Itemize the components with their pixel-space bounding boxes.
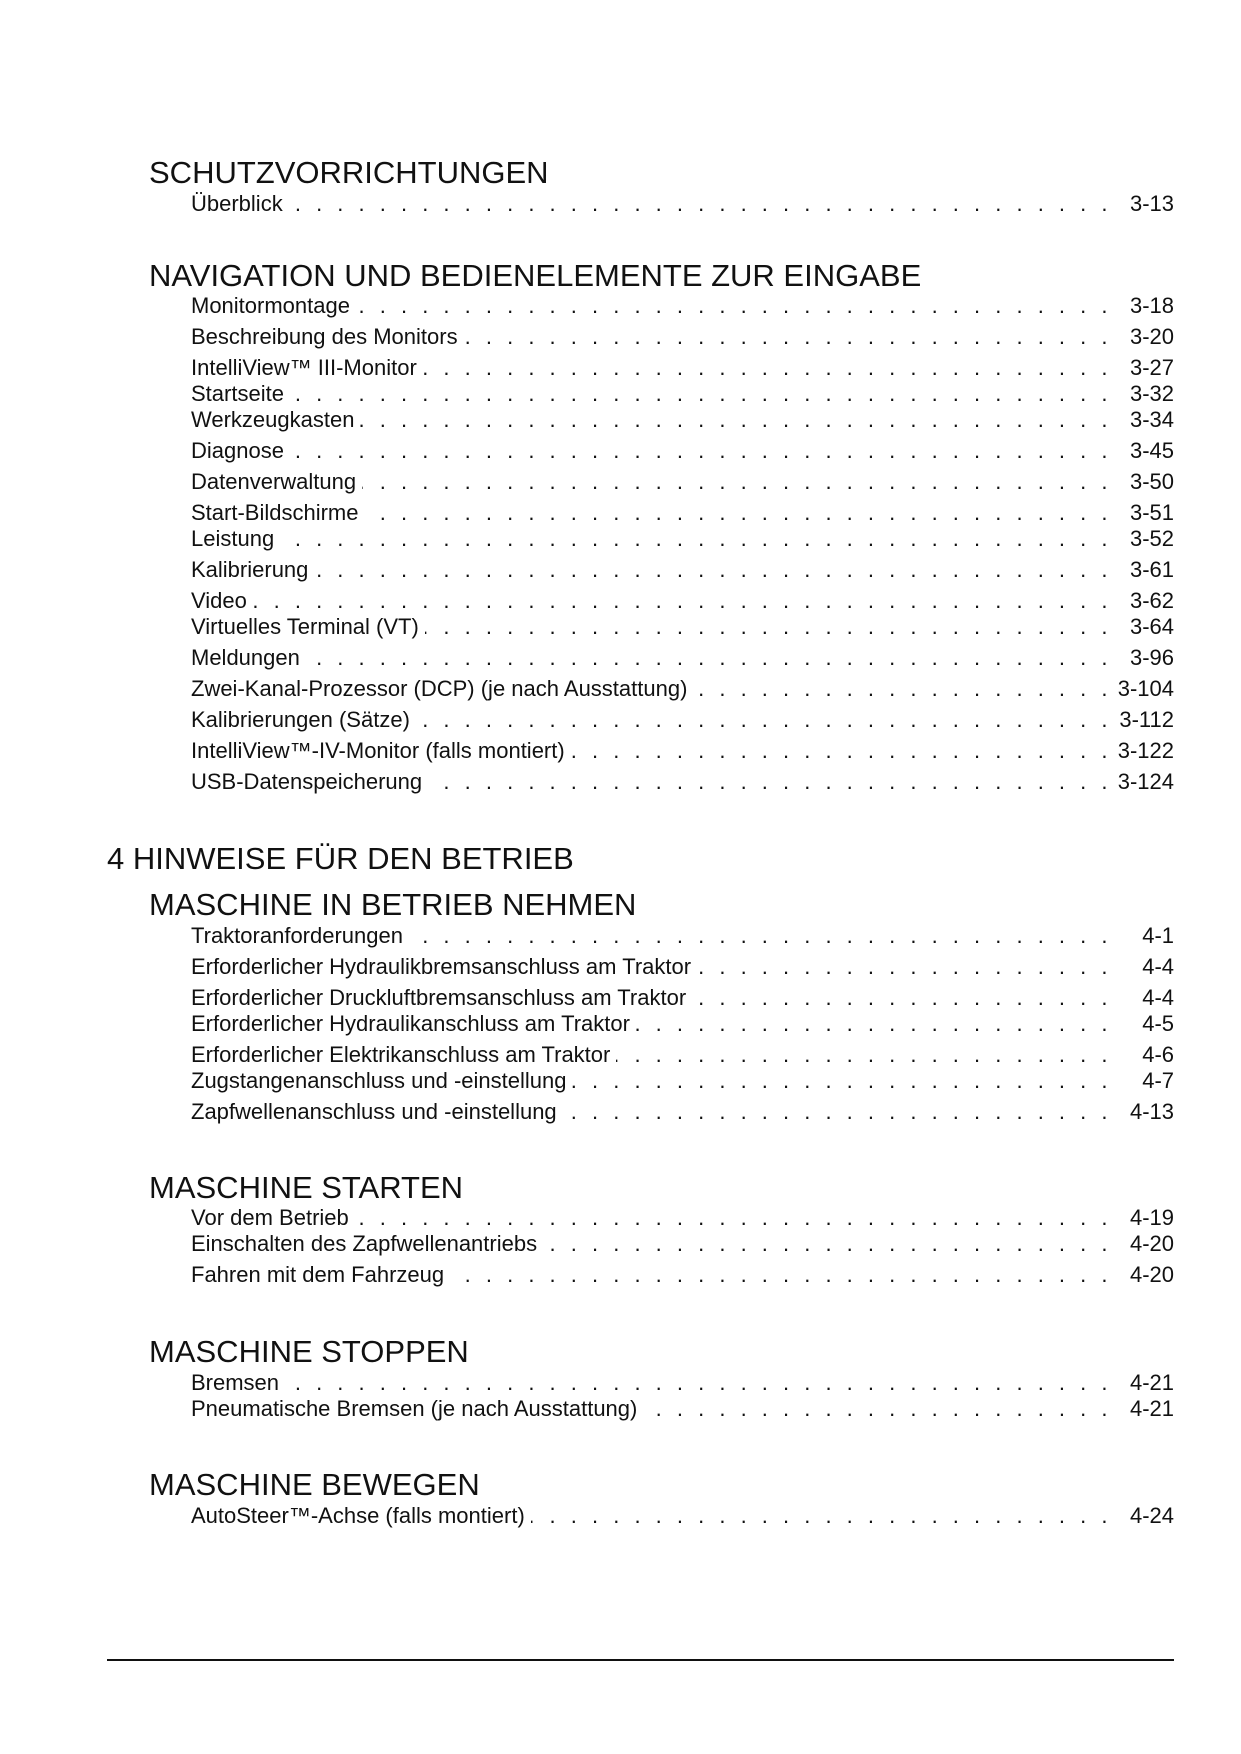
toc-entry-text: Video: [191, 588, 247, 613]
toc-entry-page: 4-20: [1129, 1262, 1174, 1287]
toc-entry-text: Fahren mit dem Fahrzeug: [191, 1262, 445, 1287]
dot-leader: [571, 737, 1112, 765]
toc-entry-text: IntelliView™ III-Monitor: [191, 355, 417, 380]
toc-entry[interactable]: [191, 922, 1174, 950]
toc-entry-page: 4-7: [1142, 1068, 1174, 1093]
toc-entry-text: Kalibrierungen (Sätze): [191, 707, 410, 732]
toc-entry-text: Kalibrierung: [191, 557, 309, 582]
toc-entry[interactable]: [191, 984, 1174, 1012]
toc-entry-page: 3-50: [1129, 469, 1174, 494]
section-title-navigation: NAVIGATION UND BEDIENELEMENTE ZUR EINGABE: [149, 258, 922, 293]
toc-entry-page: 3-45: [1129, 438, 1174, 463]
toc-entry-page: 3-20: [1129, 324, 1174, 349]
dot-leader: [290, 380, 1112, 408]
toc-entry-page: 3-34: [1129, 407, 1174, 432]
toc-entry-page: 3-112: [1119, 707, 1174, 732]
dot-leader: [697, 953, 1112, 981]
toc-entry-page: 3-124: [1117, 769, 1174, 794]
toc-entry-page: 4-5: [1142, 1011, 1174, 1036]
dot-leader: [692, 984, 1112, 1012]
toc-entry[interactable]: [191, 1067, 1174, 1095]
toc-entry[interactable]: [191, 1502, 1174, 1530]
dot-leader: [563, 1098, 1112, 1126]
dot-leader: [464, 323, 1112, 351]
toc-entry-text: AutoSteer™-Achse (falls montiert): [191, 1503, 525, 1528]
section-title-commissioning: MASCHINE IN BETRIEB NEHMEN: [149, 887, 637, 922]
toc-entry-text: Bremsen: [191, 1370, 280, 1395]
toc-entry-page: 3-61: [1129, 557, 1174, 582]
dot-leader: [543, 1230, 1112, 1258]
toc-entry-text: Vor dem Betrieb: [191, 1205, 349, 1230]
chapter-title: 4 HINWEISE FÜR DEN BETRIEB: [107, 841, 574, 876]
toc-entry[interactable]: [191, 1369, 1174, 1397]
toc-entry[interactable]: [191, 706, 1174, 734]
dot-leader: [360, 406, 1112, 434]
toc-entry-text: Einschalten des Zapfwellenantriebs: [191, 1231, 538, 1256]
dot-leader: [290, 437, 1112, 465]
toc-entry[interactable]: [191, 406, 1174, 434]
dot-leader: [423, 354, 1112, 382]
toc-entry-page: 4-4: [1142, 954, 1174, 979]
toc-entry-text: Startseite: [191, 381, 284, 406]
toc-entry-page: 3-52: [1129, 526, 1174, 551]
toc-entry[interactable]: [191, 525, 1174, 553]
toc-entry-page: 4-19: [1129, 1205, 1174, 1230]
toc-entry-page: 3-64: [1129, 614, 1174, 639]
dot-leader: [355, 1204, 1112, 1232]
toc-entry-text: Monitormontage: [191, 293, 350, 318]
dot-leader: [306, 644, 1112, 672]
dot-leader: [428, 768, 1112, 796]
toc-entry-text: Pneumatische Bremsen (je nach Ausstattung): [191, 1396, 638, 1421]
toc-entry[interactable]: [191, 1010, 1174, 1038]
dot-leader: [253, 587, 1112, 615]
dot-leader: [416, 706, 1112, 734]
toc-entry[interactable]: [191, 1230, 1174, 1258]
toc-entry-page: 3-51: [1129, 500, 1174, 525]
dot-leader: [572, 1067, 1112, 1095]
toc-entry-text: Leistung: [191, 526, 275, 551]
toc-entry-page: 3-96: [1129, 645, 1174, 670]
toc-entry[interactable]: [191, 292, 1174, 320]
section-title-starting: MASCHINE STARTEN: [149, 1170, 464, 1205]
toc-entry-page: 4-13: [1129, 1099, 1174, 1124]
dot-leader: [616, 1041, 1112, 1069]
toc-entry[interactable]: [191, 468, 1174, 496]
dot-leader: [531, 1502, 1112, 1530]
dot-leader: [409, 922, 1112, 950]
toc-entry-text: Meldungen: [191, 645, 300, 670]
toc-entry[interactable]: [191, 437, 1174, 465]
section-title-moving: MASCHINE BEWEGEN: [149, 1467, 480, 1502]
toc-entry[interactable]: [191, 1395, 1174, 1423]
toc-entry-text: Start-Bildschirme: [191, 500, 359, 525]
toc-entry-page: 4-4: [1142, 985, 1174, 1010]
toc-entry-page: 3-13: [1129, 191, 1174, 216]
toc-entry-text: Diagnose: [191, 438, 284, 463]
toc-entry[interactable]: [191, 953, 1174, 981]
toc-entry-page: 4-21: [1129, 1370, 1174, 1395]
toc-entry-page: 3-104: [1117, 676, 1174, 701]
toc-entry[interactable]: [191, 1098, 1174, 1126]
toc-entry-page: 4-24: [1129, 1503, 1174, 1528]
toc-entry[interactable]: [191, 190, 1174, 218]
toc-entry[interactable]: [191, 587, 1174, 615]
toc-entry-page: 3-18: [1129, 293, 1174, 318]
dot-leader: [364, 499, 1112, 527]
toc-entry-page: 3-62: [1129, 588, 1174, 613]
toc-entry-page: 4-6: [1142, 1042, 1174, 1067]
toc-entry-page: 4-20: [1129, 1231, 1174, 1256]
footer-rule: [107, 1659, 1174, 1661]
toc-entry-page: 4-21: [1129, 1396, 1174, 1421]
toc-entry-page: 3-32: [1129, 381, 1174, 406]
toc-entry-text: Erforderlicher Druckluftbremsanschluss am Traktor: [191, 985, 687, 1010]
toc-entry[interactable]: [191, 499, 1174, 527]
toc-entry[interactable]: [191, 768, 1174, 796]
toc-entry-page: 3-27: [1129, 355, 1174, 380]
toc-entry[interactable]: [191, 1041, 1174, 1069]
toc-entry[interactable]: [191, 613, 1174, 641]
toc-entry-page: 4-1: [1142, 923, 1174, 948]
toc-entry-text: Überblick: [191, 191, 283, 216]
toc-entry[interactable]: [191, 644, 1174, 672]
toc-entry[interactable]: [191, 556, 1174, 584]
toc-entry-text: Werkzeugkasten: [191, 407, 355, 432]
toc-entry-text: Beschreibung des Monitors: [191, 324, 458, 349]
toc-entry-text: Virtuelles Terminal (VT): [191, 614, 419, 639]
dot-leader: [289, 190, 1112, 218]
dot-leader: [693, 675, 1112, 703]
dot-leader: [636, 1010, 1112, 1038]
dot-leader: [356, 292, 1112, 320]
toc-entry-text: USB-Datenspeicherung: [191, 769, 423, 794]
toc-entry[interactable]: [191, 675, 1174, 703]
dot-leader: [425, 613, 1112, 641]
toc-entry-text: Erforderlicher Elektrikanschluss am Traktor: [191, 1042, 611, 1067]
toc-entry[interactable]: [191, 354, 1174, 382]
section-title-guards: SCHUTZVORRICHTUNGEN: [149, 155, 549, 190]
dot-leader: [362, 468, 1112, 496]
dot-leader: [643, 1395, 1112, 1423]
dot-leader: [280, 525, 1112, 553]
toc-entry-text: Zwei-Kanal-Prozessor (DCP) (je nach Ausstattung): [191, 676, 688, 701]
toc-entry-text: IntelliView™-IV-Monitor (falls montiert): [191, 738, 565, 763]
toc-entry-page: 3-122: [1117, 738, 1174, 763]
dot-leader: [450, 1261, 1112, 1289]
toc-entry[interactable]: [191, 380, 1174, 408]
dot-leader: [314, 556, 1112, 584]
toc-entry-text: Datenverwaltung: [191, 469, 357, 494]
toc-entry[interactable]: [191, 1261, 1174, 1289]
toc-entry[interactable]: [191, 1204, 1174, 1232]
toc-entry-text: Zugstangenanschluss und -einstellung: [191, 1068, 567, 1093]
toc-entry[interactable]: [191, 323, 1174, 351]
section-title-stopping: MASCHINE STOPPEN: [149, 1334, 469, 1369]
toc-entry-text: Erforderlicher Hydraulikanschluss am Traktor: [191, 1011, 630, 1036]
dot-leader: [285, 1369, 1112, 1397]
toc-entry-text: Erforderlicher Hydraulikbremsanschluss am Traktor: [191, 954, 692, 979]
toc-entry[interactable]: [191, 737, 1174, 765]
toc-entry-text: Zapfwellenanschluss und -einstellung: [191, 1099, 557, 1124]
toc-entry-text: Traktoranforderungen: [191, 923, 403, 948]
